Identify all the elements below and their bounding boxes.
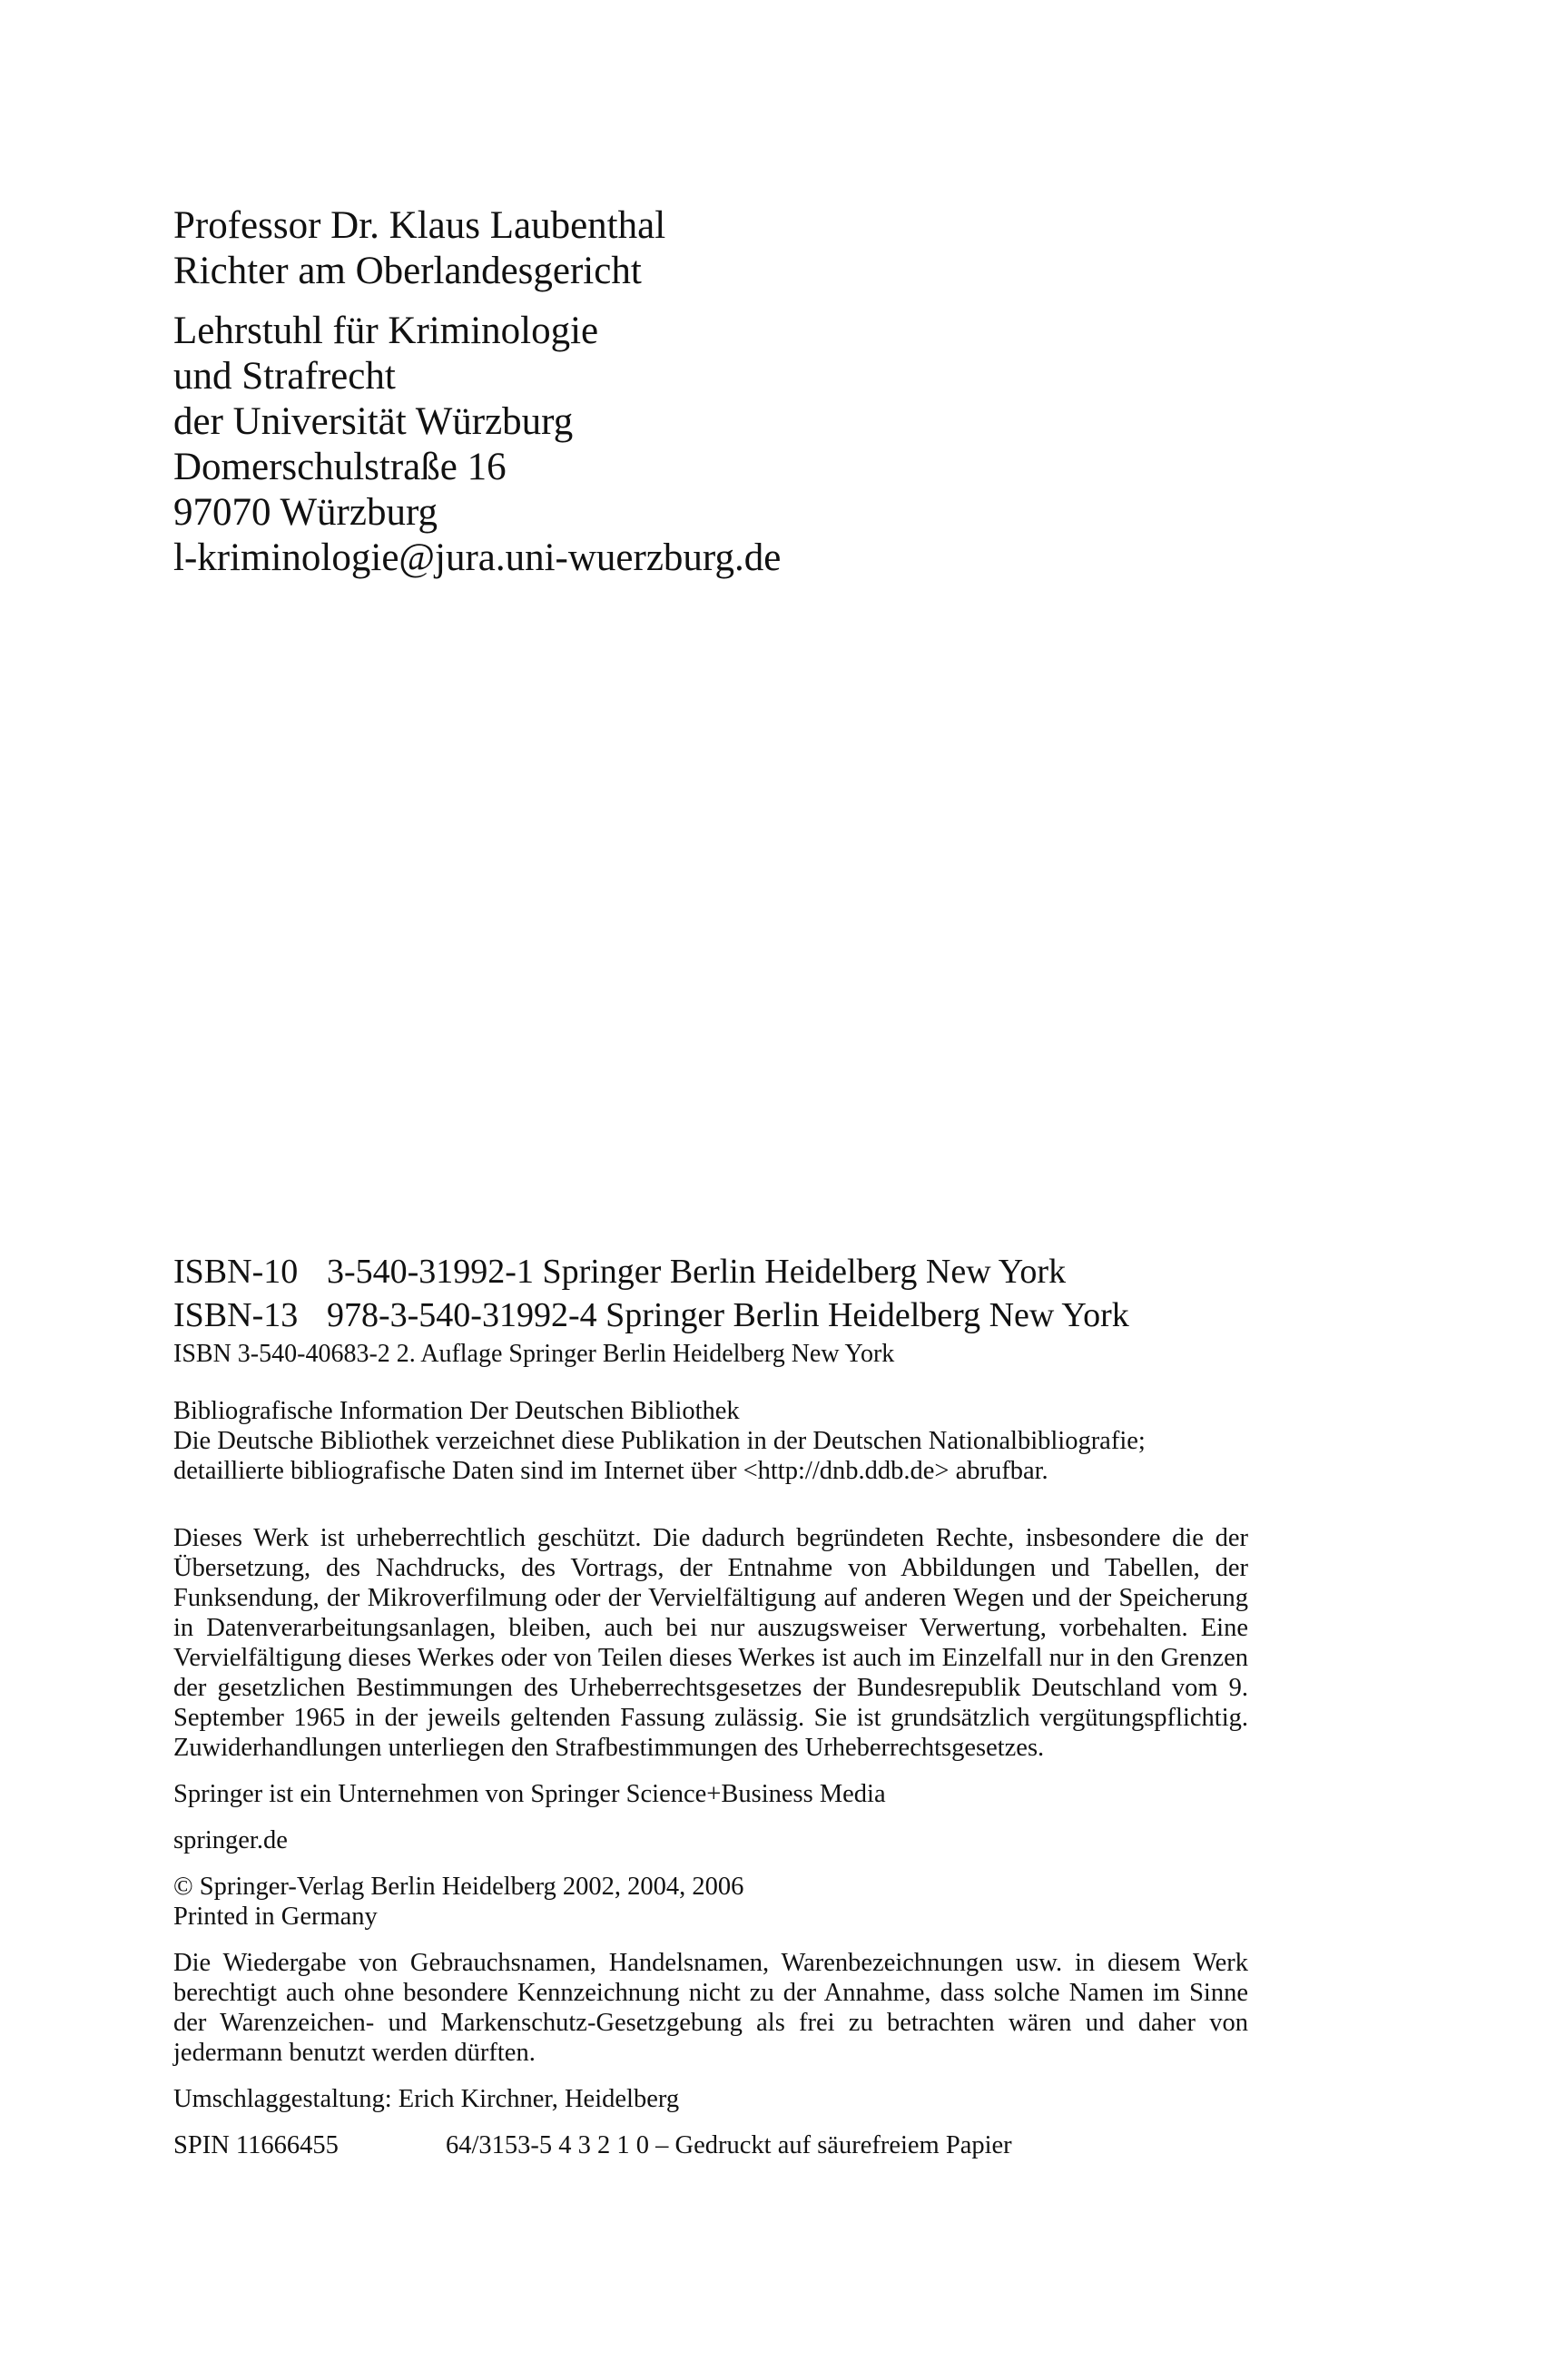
chair-line-1: Lehrstuhl für Kriminologie bbox=[173, 310, 599, 352]
author-name: Professor Dr. Klaus Laubenthal bbox=[173, 204, 666, 247]
author-position: Richter am Oberlandesgericht bbox=[173, 250, 642, 292]
isbn-13-row bbox=[173, 1293, 1353, 1337]
isbn-13-label: ISBN-13 bbox=[173, 1296, 299, 1334]
prior-edition-isbn: ISBN 3-540-40683-2 2. Auflage Springer Berlin Heidelberg New York bbox=[173, 1340, 895, 1368]
isbn-10-row bbox=[173, 1250, 1353, 1293]
spin-row bbox=[173, 2130, 1248, 2160]
legal-text-block bbox=[173, 1396, 1248, 2160]
isbn-block bbox=[173, 1250, 1353, 1370]
publisher-note: Springer ist ein Unternehmen von Springer Science+Business Media bbox=[173, 1780, 886, 1808]
city: 97070 Würzburg bbox=[173, 491, 438, 534]
bibliographic-title: Bibliografische Information Der Deutschen Bibliothek bbox=[173, 1397, 740, 1425]
copyright-notice: Dieses Werk ist urheberrechtlich geschützt. Die dadurch begründeten Rechte, insbesondere die der Übersetzung, des Nachdrucks, des Vortrags, der Entnahme von Abbildungen und Tabellen, der Funksendung, der Mikroverfilmung oder der Vervielfältigung auf anderen Wegen und der Speicherung in Datenverarbeitungsanlagen, bleiben, auch bei nur auszugsweiser Verwertung, vorbehalten. Eine Vervielfältigung dieses Werkes oder von Teilen dieses Werkes ist auch im Einzelfall nur in den Grenzen der gesetzlichen Bestimmungen des Urheberrechtsgesetzes der Bundesrepublik Deutschland vom 9. September 1965 in der jeweils geltenden Fassung zulässig. Sie ist grundsätzlich vergütungspflichtig. Zuwiderhandlungen unterliegen den Strafbestimmungen des Urheberrechtsgesetzes. bbox=[173, 1524, 1248, 1762]
print-details: 64/3153-5 4 3 2 1 0 – Gedruckt auf säurefreiem Papier bbox=[446, 2131, 1012, 2159]
cover-design-credit: Umschlaggestaltung: Erich Kirchner, Heidelberg bbox=[173, 2085, 680, 2113]
author-address-block bbox=[173, 203, 1353, 581]
street-address: Domerschulstraße 16 bbox=[173, 446, 507, 488]
isbn-10-value: 3-540-31992-1 Springer Berlin Heidelberg New York bbox=[327, 1253, 1067, 1291]
publisher-website: springer.de bbox=[173, 1826, 288, 1854]
copyright-line: © Springer-Verlag Berlin Heidelberg 2002, 2004, 2006 bbox=[173, 1873, 744, 1901]
trademark-notice: Die Wiedergabe von Gebrauchsnamen, Handelsnamen, Warenbezeichnungen usw. in diesem Werk berechtigt auch ohne besondere Kennzeichnung nicht zu der Annahme, dass solche Namen im Sinne der Warenzeichen- und Markenschutz-Gesetzgebung als frei zu betrachten wären und daher von jedermann benutzt werden dürften. bbox=[173, 1949, 1248, 2067]
university: der Universität Würzburg bbox=[173, 400, 574, 443]
isbn-13-value: 978-3-540-31992-4 Springer Berlin Heidelberg New York bbox=[327, 1296, 1129, 1334]
printed-in: Printed in Germany bbox=[173, 1903, 378, 1931]
chair-line-2: und Strafrecht bbox=[173, 355, 396, 398]
spin-number: SPIN 11666455 bbox=[173, 2131, 339, 2159]
bibliographic-text: Die Deutsche Bibliothek verzeichnet diese Publikation in der Deutschen Nationalbibliografie; detaillierte bibliografische Daten sind im Internet über <http://dnb.ddb.de> abrufbar. bbox=[173, 1427, 1146, 1485]
spacer bbox=[173, 294, 1353, 309]
isbn-10-label: ISBN-10 bbox=[173, 1253, 299, 1291]
author-email: l-kriminologie@jura.uni-wuerzburg.de bbox=[173, 536, 782, 579]
